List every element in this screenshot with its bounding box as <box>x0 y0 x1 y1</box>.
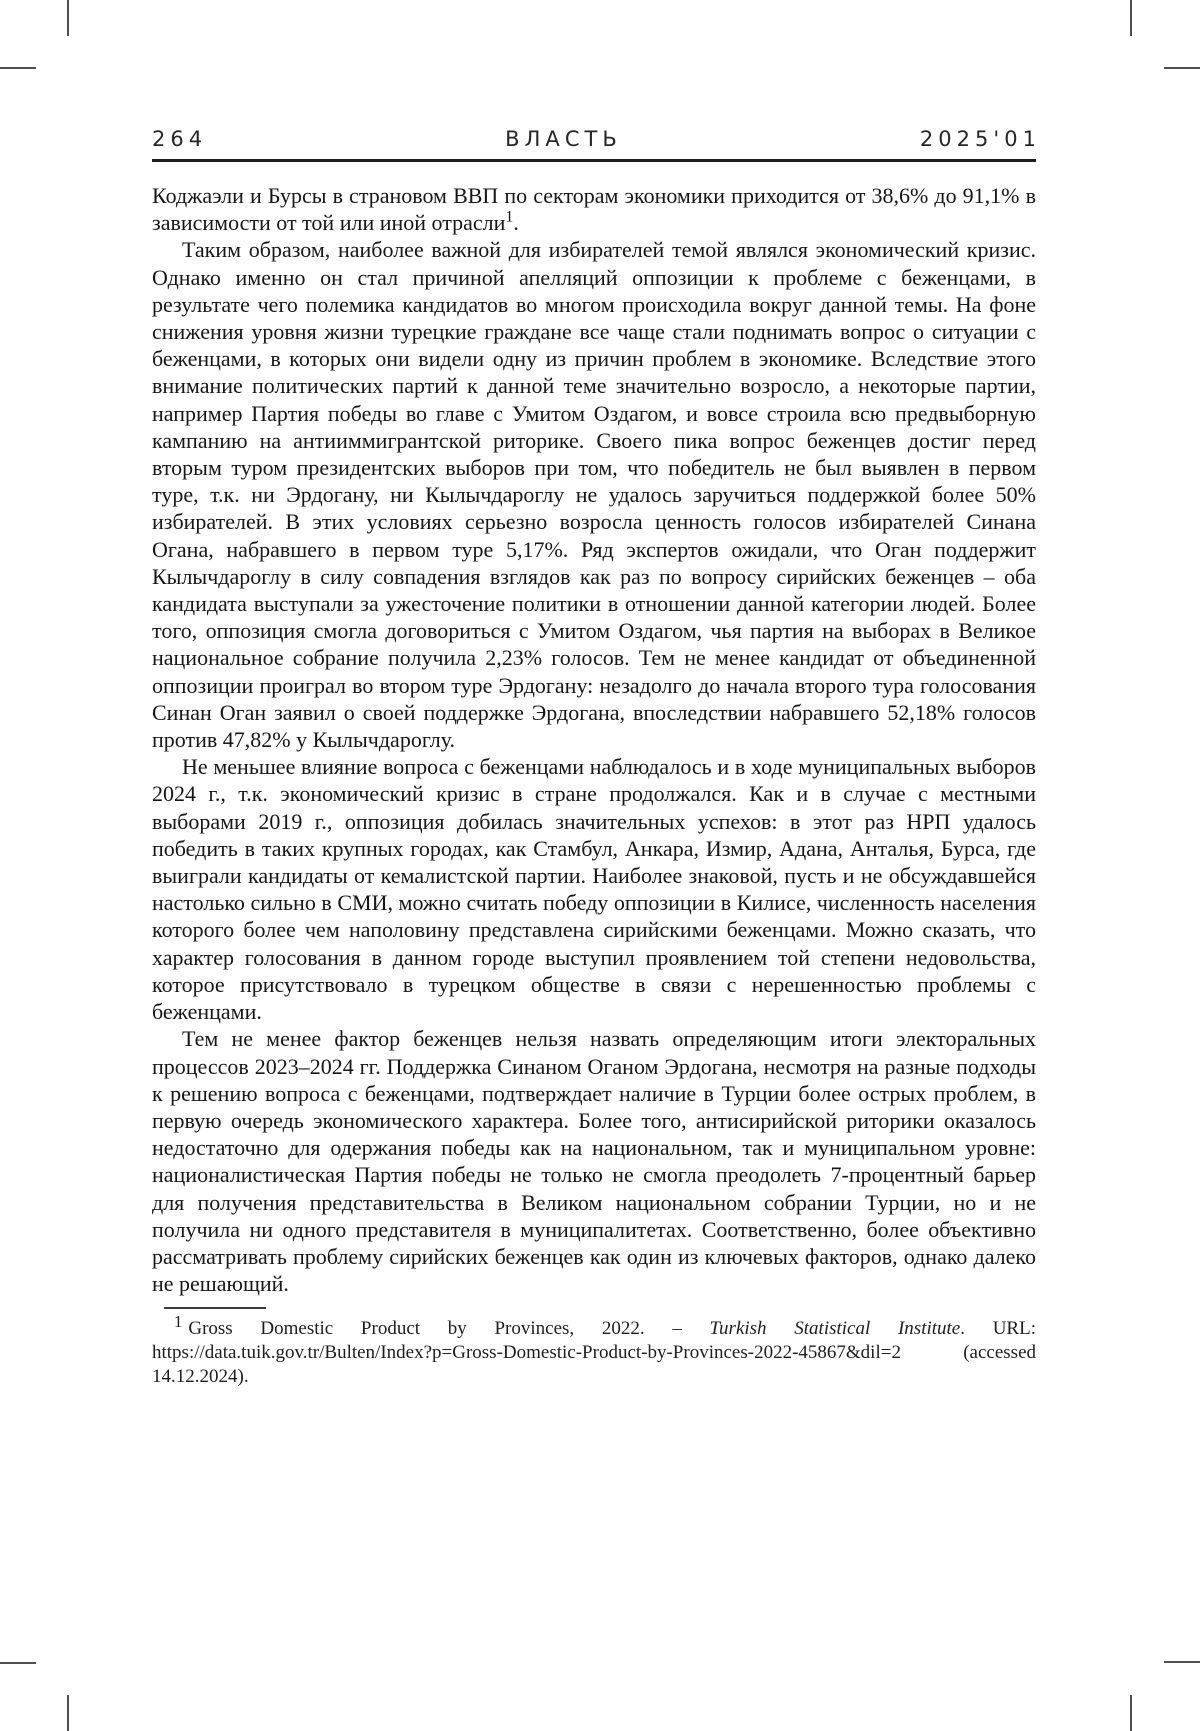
page-header <box>152 127 1042 159</box>
crop-mark-bottom-left-vertical <box>67 1695 69 1731</box>
body-paragraph: Тем не менее фактор беженцев нельзя назвать определяющим итоги электоральных процессов 2023–2024 гг. Поддержка Синаном Оганом Эрдогана, несмотря на разные подходы к решению вопроса с беженцами, подтверждает наличие в Турции более острых проблем, в первую очередь экономического характера. Более того, антисирийской риторики оказалось недостаточно для одержания победы как на национальном, так и муниципальном уровне: националистическая Партия победы не только не смогла преодолеть 7-процентный барьер для получения представительства в Великом национальном собрании Турции, но и не получила ни одного представителя в муниципалитетах. Соответственно, более объективно рассматривать проблему сирийских беженцев как один из ключевых факторов, однако далеко не решающий. <box>152 1026 1036 1297</box>
crop-mark-bottom-left-horizontal <box>0 1662 36 1664</box>
crop-mark-bottom-right-vertical <box>1130 1695 1132 1731</box>
journal-title: ВЛАСТЬ <box>505 127 622 151</box>
paragraph-text: . <box>513 210 519 236</box>
article-body <box>152 182 1036 1297</box>
footnote-reference: 1 <box>505 208 514 226</box>
crop-mark-top-left-horizontal <box>0 67 36 69</box>
body-paragraph: Таким образом, наиболее важной для избирателей темой являлся экономический кризис. Однако именно он стал причиной апелляций оппозиции к проблеме с беженцами, в результате чего полемика кандидатов во многом происходила вокруг данной темы. На фоне снижения уровня жизни турецкие граждане все чаще стали поднимать вопрос о ситуации с беженцами, в которых они видели одну из причин проблем в экономике. Вследствие этого внимание политических партий к данной теме значительно возросло, а некоторые партии, например Партия победы во главе с Умитом Оздагом, и вовсе строила всю предвыборную кампанию на антииммигрантской риторике. Своего пика вопрос беженцев достиг перед вторым туром президентских выборов при том, что победитель не был выявлен в первом туре, т.к. ни Эрдогану, ни Кылычдароглу не удалось заручиться поддержкой более 50% избирателей. В этих условиях серьезно возросла ценность голосов избирателей Синана Огана, набравшего в первом туре 5,17%. Ряд экспертов ожидали, что Оган поддержит Кылычдароглу в силу совпадения взглядов как раз по вопросу сирийских беженцев – оба кандидата выступали за ужесточение политики в отношении данной категории людей. Более того, оппозиция смогла договориться с Умитом Оздагом, чья партия на выборах в Великое национальное собрание получила 2,23% голосов. Тем не менее кандидат от объединенной оппозиции проиграл во втором туре Эрдогану: незадолго до начала второго тура голосования Синан Оган заявил о своей поддержке Эрдогана, впоследствии набравшего 52,18% голосов против 47,82% у Кылычдароглу. <box>152 237 1036 753</box>
crop-mark-bottom-right-horizontal <box>1164 1661 1200 1663</box>
page-number: 264 <box>152 127 208 151</box>
footnote-source-italic: Turkish Statistical Institute <box>709 1318 961 1340</box>
issue-number: 2025'01 <box>919 127 1042 151</box>
footnote <box>152 1312 1036 1388</box>
paragraph-text: Коджаэли и Бурсы в страновом ВВП по секторам экономики приходится от 38,6% до 91,1% в зависимости от той или иной отрасли <box>152 183 1036 236</box>
crop-mark-top-left-vertical <box>67 0 69 36</box>
journal-page <box>152 127 1042 1388</box>
crop-mark-top-right-vertical <box>1130 0 1132 36</box>
header-rule <box>152 159 1036 162</box>
body-paragraph <box>152 182 1036 236</box>
footnote-text: . URL: https://data.tuik.gov.tr/Bulten/Index?p=Gross-Domestic-Product-by-Provinces-2022-45867&dil=2 (accessed 14.12.2024). <box>152 1318 1036 1387</box>
crop-mark-top-right-horizontal <box>1164 67 1200 69</box>
footnote-text: Gross Domestic Product by Provinces, 2022. – <box>188 1318 710 1340</box>
footnote-separator <box>164 1307 266 1309</box>
body-paragraph: Не меньшее влияние вопроса с беженцами наблюдалось и в ходе муниципальных выборов 2024 г., т.к. экономический кризис в стране продолжался. Как и в случае с местными выборами 2019 г., оппозиция добилась значительных успехов: в этот раз НРП удалось победить в таких крупных городах, как Стамбул, Анкара, Измир, Адана, Анталья, Бурса, где выиграли кандидаты от кемалистской партии. Наиболее знаковой, пусть и не обсуждавшейся настолько сильно в СМИ, можно считать победу оппозиции в Килисе, численность населения которого более чем наполовину представлена сирийскими беженцами. Можно сказать, что характер голосования в данном городе выступил проявлением той степени недовольства, которое присутствовало в турецком обществе в связи с нерешенностью проблемы с беженцами. <box>152 754 1036 1025</box>
footnote-marker: 1 <box>174 1312 183 1331</box>
